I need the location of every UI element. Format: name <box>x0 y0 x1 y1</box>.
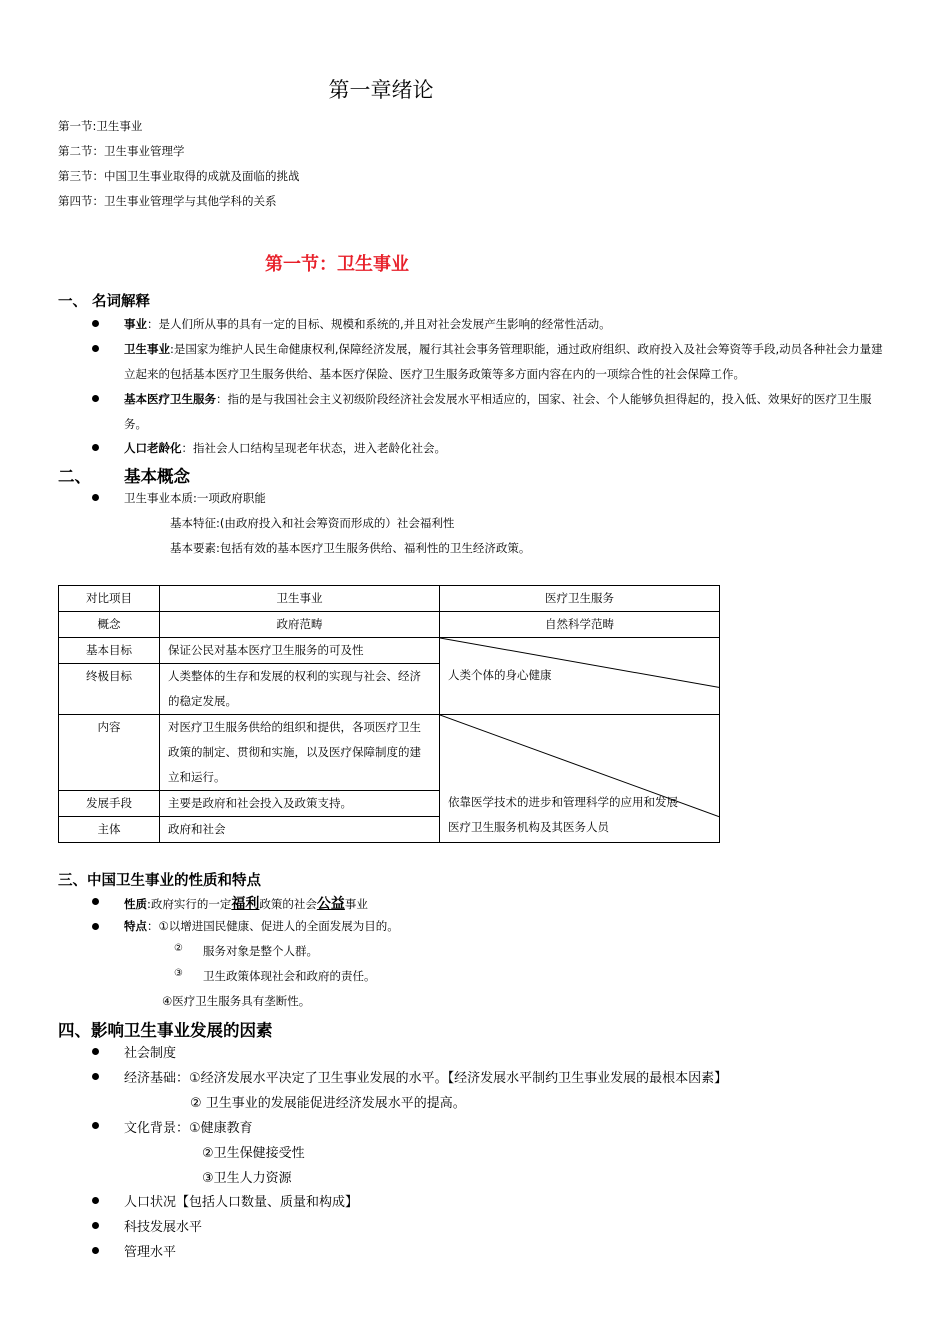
section-title: 第一节：卫生事业 <box>265 254 409 275</box>
term-definition <box>124 387 894 437</box>
feature-line-2: 服务对象是整个人群。 <box>203 944 318 958</box>
table-cell-text: 依靠医学技术的进步和管理科学的应用和发展 <box>448 795 678 809</box>
toc-item-1: 第一节:卫生事业 <box>58 119 143 133</box>
table-row <box>59 715 720 791</box>
concept-essence: 卫生事业本质:一项政府职能 <box>124 491 266 505</box>
table-cell: 自然科学范畴 <box>440 612 720 638</box>
nature-keyword: 公益 <box>316 896 345 912</box>
part4-heading: 四、影响卫生事业发展的因素 <box>58 1021 273 1040</box>
bullet-icon <box>92 444 99 451</box>
table-cell: 主体 <box>59 817 160 843</box>
nature-text: :政府实行的一定 <box>147 897 232 911</box>
table-cell: 对医疗卫生服务供给的组织和提供，各项医疗卫生政策的制定、贯彻和实施，以及医疗保障制度的建立和运行。 <box>160 715 440 791</box>
toc-item-4: 第四节：卫生事业管理学与其他学科的关系 <box>58 194 277 208</box>
bullet-icon <box>92 898 99 905</box>
table-cell: 主要是政府和社会投入及政策支持。 <box>160 791 440 817</box>
nature-text: 事业 <box>344 897 368 911</box>
table-header: 对比项目 <box>59 586 160 612</box>
table-cell: 政府范畴 <box>160 612 440 638</box>
concept-feature: 基本特征:(由政府投入和社会筹资而形成的）社会福利性 <box>170 516 455 530</box>
nature-text: 政策的社会 <box>259 897 317 911</box>
term-definition <box>124 312 894 337</box>
term-label: 事业 <box>124 317 147 331</box>
factor-economy-2: ② 卫生事业的发展能促进经济发展水平的提高。 <box>190 1096 466 1111</box>
table-row <box>59 638 720 664</box>
part3-heading: 三、中国卫生事业的性质和特点 <box>58 873 261 889</box>
term-text: 指社会人口结构呈现老年状态，进入老龄化社会。 <box>193 441 446 455</box>
table-cell-slashed <box>440 638 720 715</box>
factor-culture-2: ②卫生保健接受性 <box>202 1146 305 1161</box>
nature-keyword: 福利 <box>231 896 260 912</box>
feature-line-4: ④医疗卫生服务具有垄断性。 <box>162 994 311 1008</box>
term-text: 是人们所从事的具有一定的目标、规模和系统的,并且对社会发展产生影响的经常性活动。 <box>158 317 611 331</box>
bullet-icon <box>92 494 99 501</box>
toc-item-3: 第三节：中国卫生事业取得的成就及面临的挑战 <box>58 169 300 183</box>
factor-social-system: 社会制度 <box>124 1046 177 1061</box>
table-cell-slashed <box>440 715 720 843</box>
table-header-row <box>59 586 720 612</box>
term-text: 指的是与我国社会主义初级阶段经济社会发展水平相适应的，国家、社会、个人能够负担得起的，投入低、效果好的医疗卫生服务。 <box>124 392 872 431</box>
term-sep: ： <box>147 317 159 331</box>
term-text: 是国家为维护人民生命健康权利,保障经济发展，履行其社会事务管理职能，通过政府组织、政府投入及社会筹资等手段,动员各种社会力量建立起来的包括基本医疗卫生服务供给、基本医疗保险、医疗卫生服务政策等多方面内容在内的一项综合性的社会保障工作。 <box>124 342 883 381</box>
table-cell: 内容 <box>59 715 160 791</box>
factor-population: 人口状况【包括人口数量、质量和构成】 <box>124 1195 359 1210</box>
table-row <box>59 612 720 638</box>
feature-line-1 <box>124 918 399 934</box>
table-cell: 概念 <box>59 612 160 638</box>
bullet-icon <box>92 1197 99 1204</box>
feature-text: ：①以增进国民健康、促进人的全面发展为目的。 <box>147 919 399 933</box>
factor-technology: 科技发展水平 <box>124 1220 203 1235</box>
factor-culture-3: ③卫生人力资源 <box>202 1171 292 1186</box>
term-label: 基本医疗卫生服务 <box>124 392 216 406</box>
bullet-icon <box>92 1222 99 1229</box>
part2-heading-number: 二、 <box>58 467 91 486</box>
table-cell: 人类整体的生存和发展的权利的实现与社会、经济的稳定发展。 <box>160 664 440 715</box>
factor-economy: 经济基础：①经济发展水平决定了卫生事业发展的水平。【经济发展水平制约卫生事业发展的最根本因素】 <box>124 1071 728 1086</box>
table-cell-text: 人类个体的身心健康 <box>448 668 552 682</box>
comparison-table <box>58 585 720 843</box>
term-definition <box>124 337 894 387</box>
table-cell: 保证公民对基本医疗卫生服务的可及性 <box>160 638 440 664</box>
toc-item-2: 第二节：卫生事业管理学 <box>58 144 185 158</box>
table-cell: 基本目标 <box>59 638 160 664</box>
table-cell-text: 医疗卫生服务机构及其医务人员 <box>448 820 609 834</box>
chapter-title: 第一章绪论 <box>328 78 434 102</box>
term-definition <box>124 436 894 461</box>
feature-marker: ② <box>174 943 183 954</box>
bullet-icon <box>92 395 99 402</box>
feature-marker: ③ <box>174 968 183 979</box>
term-label: 人口老龄化 <box>124 441 182 455</box>
bullet-icon <box>92 1122 99 1129</box>
bullet-icon <box>92 1247 99 1254</box>
table-header: 卫生事业 <box>160 586 440 612</box>
term-sep: : <box>170 342 174 356</box>
bullet-icon <box>92 320 99 327</box>
nature-label: 性质 <box>124 897 147 911</box>
feature-label: 特点 <box>124 919 147 933</box>
bullet-icon <box>92 1073 99 1080</box>
table-cell: 终极目标 <box>59 664 160 715</box>
nature-line <box>124 893 368 913</box>
part2-heading: 基本概念 <box>124 467 190 486</box>
term-label: 卫生事业 <box>124 342 170 356</box>
concept-element: 基本要素:包括有效的基本医疗卫生服务供给、福利性的卫生经济政策。 <box>170 541 531 555</box>
bullet-icon <box>92 345 99 352</box>
table-cell: 发展手段 <box>59 791 160 817</box>
bullet-icon <box>92 1048 99 1055</box>
term-sep: ： <box>181 441 193 455</box>
table-cell: 政府和社会 <box>160 817 440 843</box>
factor-culture: 文化背景：①健康教育 <box>124 1121 253 1136</box>
term-sep: ： <box>216 392 228 406</box>
part1-heading: 一、 名词解释 <box>58 294 151 310</box>
feature-line-3: 卫生政策体现社会和政府的责任。 <box>203 969 376 983</box>
table-header: 医疗卫生服务 <box>440 586 720 612</box>
bullet-icon <box>92 923 99 930</box>
factor-management: 管理水平 <box>124 1245 177 1260</box>
